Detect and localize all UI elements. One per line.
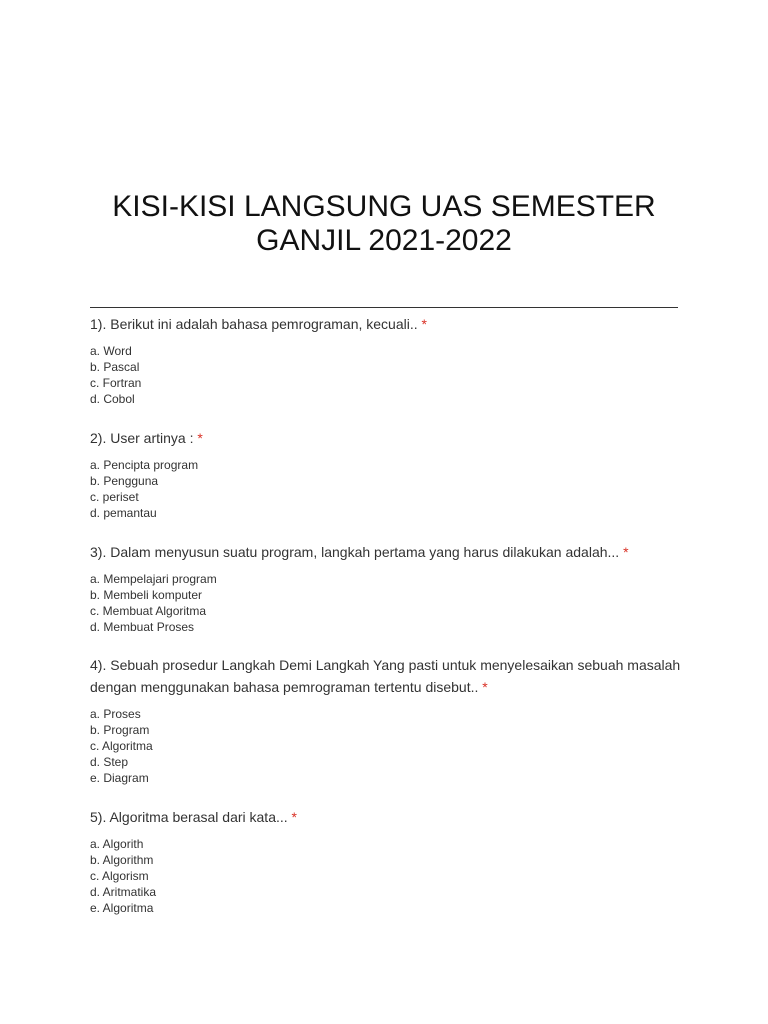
- option-item: c. Fortran: [90, 376, 142, 390]
- option-item: d. Aritmatika: [90, 885, 157, 899]
- required-mark: *: [291, 809, 297, 825]
- option-item: b. Membeli komputer: [90, 588, 203, 602]
- option-list: [90, 836, 690, 916]
- option-item: c. Membuat Algoritma: [90, 604, 207, 618]
- title-line-2: GANJIL 2021-2022: [256, 224, 512, 257]
- question-text: 2). User artinya : *: [90, 430, 203, 446]
- option-list: [90, 706, 690, 786]
- required-mark: *: [482, 679, 488, 695]
- question-2: [90, 427, 690, 521]
- option-item: a. Word: [90, 344, 132, 358]
- option-item: a. Algorith: [90, 837, 144, 851]
- required-mark: *: [197, 430, 203, 446]
- question-text: 1). Berikut ini adalah bahasa pemrograman, kecuali.. *: [90, 316, 427, 332]
- question-3: [90, 541, 690, 635]
- question-list: [90, 313, 690, 916]
- question-text: 4). Sebuah prosedur Langkah Demi Langkah Yang pasti untuk menyelesaikan sebuah masalah dengan menggunakan bahasa pemrograman tertentu disebut.. *: [90, 657, 681, 695]
- option-item: c. Algoritma: [90, 739, 153, 753]
- question-4: [90, 654, 690, 786]
- option-list: [90, 457, 690, 521]
- option-item: d. Cobol: [90, 392, 135, 406]
- question-5: [90, 806, 690, 916]
- option-item: b. Pascal: [90, 360, 140, 374]
- question-1: [90, 313, 690, 407]
- option-item: c. Algorism: [90, 869, 149, 883]
- option-item: a. Mempelajari program: [90, 572, 217, 586]
- option-item: d. Step: [90, 755, 129, 769]
- title-line-1: KISI-KISI LANGSUNG UAS SEMESTER: [112, 190, 656, 223]
- option-item: b. Program: [90, 723, 150, 737]
- option-list: [90, 343, 690, 407]
- page-title: [60, 190, 708, 258]
- question-text: 3). Dalam menyusun suatu program, langkah pertama yang harus dilakukan adalah... *: [90, 544, 629, 560]
- option-item: c. periset: [90, 490, 139, 504]
- option-item: d. pemantau: [90, 506, 157, 520]
- option-list: [90, 571, 690, 635]
- title-divider: [90, 307, 678, 308]
- option-item: b. Pengguna: [90, 474, 159, 488]
- option-item: e. Algoritma: [90, 901, 154, 915]
- option-item: a. Proses: [90, 707, 141, 721]
- required-mark: *: [421, 316, 427, 332]
- option-item: d. Membuat Proses: [90, 620, 195, 634]
- option-item: a. Pencipta program: [90, 458, 199, 472]
- required-mark: *: [623, 544, 629, 560]
- option-item: b. Algorithm: [90, 853, 154, 867]
- option-item: e. Diagram: [90, 771, 149, 785]
- question-text: 5). Algoritma berasal dari kata... *: [90, 809, 297, 825]
